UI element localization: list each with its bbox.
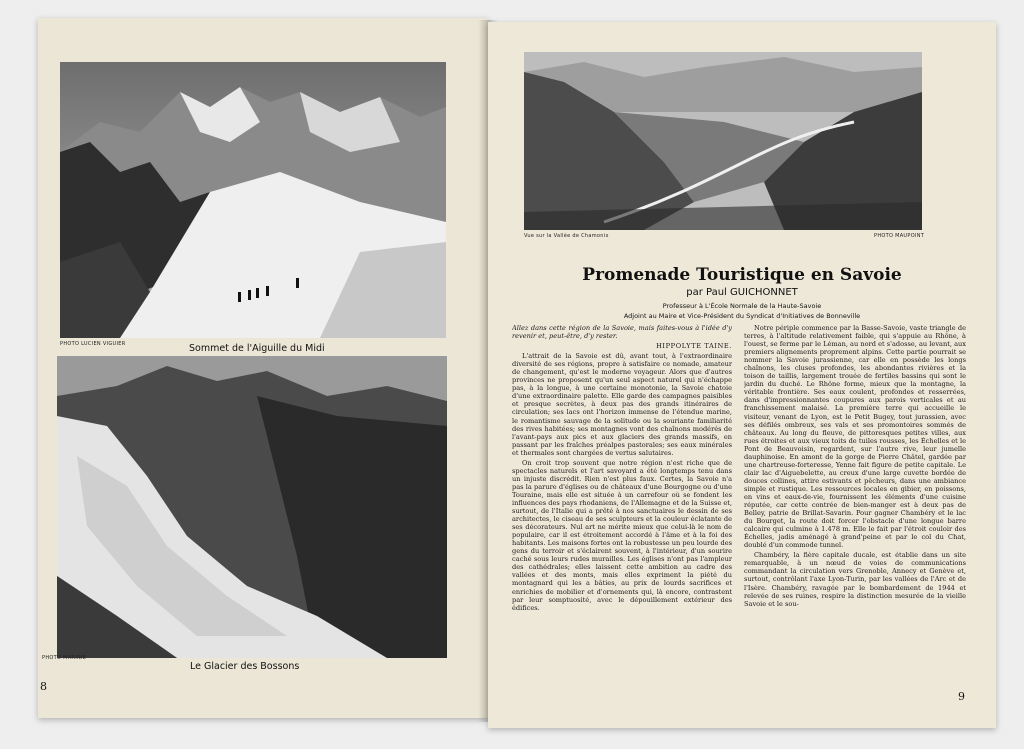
aiguille-du-midi-photo bbox=[60, 62, 446, 338]
vallee-chamonix-photo bbox=[524, 52, 922, 230]
text-column-2 bbox=[744, 324, 966, 696]
mountain-summit-photo-icon bbox=[60, 62, 446, 338]
paragraph: Chambéry, la fière capitale ducale, est établie dans un site remarquable, à un nœud de voies de communications commandant la circulation vers Grenoble, Annecy et Genève et, surtout, contrôlant l'axe Lyon-Turin, par les vallées de l'Arc et de l'Isère. Chambéry, ravagée par le bombardement de 1944 et relevée de ses ruines, respire la distinction mesurée de la vieille Savoie et le sou- bbox=[744, 551, 966, 608]
photo-credit-marinie: PHOTO MARINIE bbox=[42, 655, 87, 661]
glacier-bossons-photo bbox=[57, 356, 447, 658]
paragraph: L'attrait de la Savoie est dû, avant tout, à l'extraordinaire diversité de ses régions, propre à satisfaire ce nomade, amateur de changement, qu'est le moderne voyageur. Alors que d'autres provinces ne proposent qu'un seul aspect naturel qui n'échappe pas, à la longue, à une certaine monotonie, la Savoie chatoie d'une extraordinaire palette. Elle garde des campagnes paisibles et presque secrètes, à deux pas des grands itinéraires de circulation; ses lacs ont l'horizon immense de l'étendue marine, le romantisme sauvage de la solitude ou la souriante familiarité des rives habitées; ses montagnes vont des chaînons modérés de l'avant-pays aux pics et aux glaciers des grands massifs, en passant par les fraîches préalpes pastorales; ses eaux minérales et thermales sont chargées de vertus salutaires. bbox=[512, 352, 732, 457]
paragraph: Notre périple commence par la Basse-Savoie, vaste triangle de terres, à l'altitude relativement faible, qui s'appuie au Rhône, à l'ouest, se ferme par le Léman, au nord et s'adosse, au levant, aux premiers alignements proprement alpins. Cette partie pourrait se nommer la Savoie jurassienne, car elle en possède les longs chaînons, les cluses profondes, les abondantes rivières et la toison de taillis, largement trouée de fertiles bassins qui sont le jardin du duché. Le Rhône forme, mieux que la montagne, la véritable frontière. Ses eaux coulent, profondes et resserrées, dans d'impressionnantes coupures aux parois verticales et au franchissement malaisé. La première terre qui accueille le visiteur, venant de Lyon, est le Petit Bugey, tout jurassien, avec ses défilés ombreux, ses vals et ses promontoires sommés de châteaux. Au long du fleuve, de pittoresques petites villes, aux rues étroites et aux vieux toits de tuiles rousses, les Échelles et le Pont de Beauvoisin, regardent, sur l'autre rive, leur jumelle dauphinoise. En amont de la gorge de Pierre Châtel, gardée par une chartreuse-forteresse, Yenne fait figure de petite capitale. Le clair lac d'Aiguebelette, au creux d'une large cuvette bordée de douces collines, attire estivants et pêcheurs, dans une ambiance simple et rustique. Les ressources locales en gibier, en poissons, en vins et eaux-de-vie, fournissent les éléments d'une cuisine réputée, car cette contrée de bien-manger est à deux pas de Belley, patrie de Brillat-Savarin. Pour gagner Chambéry et le lac du Bourget, la route doit forcer l'obstacle d'une longue barre calcaire qui culmine à 1.478 m. Elle le fait par l'étroit couloir des Échelles, jadis aménagé à grand'peine et par le col du Chat, doublé d'un commode tunnel. bbox=[744, 324, 966, 550]
photo-credit-viguier: PHOTO LUCIEN VIGUIER bbox=[60, 341, 126, 347]
photo-caption-chamonix: Vue sur la Vallée de Chamonix bbox=[524, 233, 609, 239]
photo-credit-maupoint: PHOTO MAUPOINT bbox=[874, 233, 925, 239]
page-number-left: 8 bbox=[40, 680, 47, 693]
caption-aiguille-du-midi: Sommet de l'Aiguille du Midi bbox=[189, 343, 325, 354]
glacier-photo-icon bbox=[57, 356, 447, 658]
right-page bbox=[488, 22, 996, 728]
author-role-1: Professeur à L'École Normale de la Haute-Savoie bbox=[662, 302, 822, 310]
valley-photo-icon bbox=[524, 52, 922, 230]
caption-glacier-bossons: Le Glacier des Bossons bbox=[190, 661, 300, 672]
epigraph-author: HIPPOLYTE TAINE. bbox=[656, 342, 732, 351]
text-column-1 bbox=[512, 324, 732, 696]
left-page bbox=[38, 18, 488, 718]
epigraph: Allez dans cette région de la Savoie, mais faites-vous à l'idée d'y revenir et, peut-être, d'y rester. bbox=[512, 324, 732, 341]
article-byline: par Paul GUICHONNET bbox=[686, 287, 798, 298]
paragraph: On croit trop souvent que notre région n'est riche que de spectacles naturels et l'art savoyard a été longtemps tenu dans un injuste discrédit. Rien n'est plus faux. Certes, la Savoie n'a pas la parure d'églises ou de châteaux d'une Bourgogne ou d'une Touraine, mais elle est située à un carrefour où se fondent les influences des pays rhodaniens, de l'Allemagne et de la Suisse et, surtout, de l'Italie qui a prêté à nos sanctuaires le dessin de ses architectes, le ciseau de ses sculpteurs et la couleur éclatante de ses décorateurs. Nul art ne mérite mieux que celui-là le nom de populaire, car il est étroitement accordé à l'âme et à la foi des habitants. Les maisons fortes ont la robustesse un peu lourde des gens du terroir et s'éclairent souvent, à l'intérieur, d'un sourire caché sous leurs rudes murailles. Les églises n'ont pas l'ampleur des cathédrales; elles laissent cette ambition au cadre des vallées et des monts, mais elles expriment la piété du montagnard qui les a bâties, au prix de lourds sacrifices et enrichies de mobilier et d'ornements qui, là encore, contrastent par leur somptuosité, avec le dépouillement extérieur des édifices. bbox=[512, 458, 732, 612]
author-role-2: Adjoint au Maire et Vice-Président du Syndicat d'Initiatives de Bonneville bbox=[623, 312, 861, 320]
page-number-right: 9 bbox=[958, 690, 965, 703]
article-title: Promenade Touristique en Savoie bbox=[582, 265, 902, 285]
